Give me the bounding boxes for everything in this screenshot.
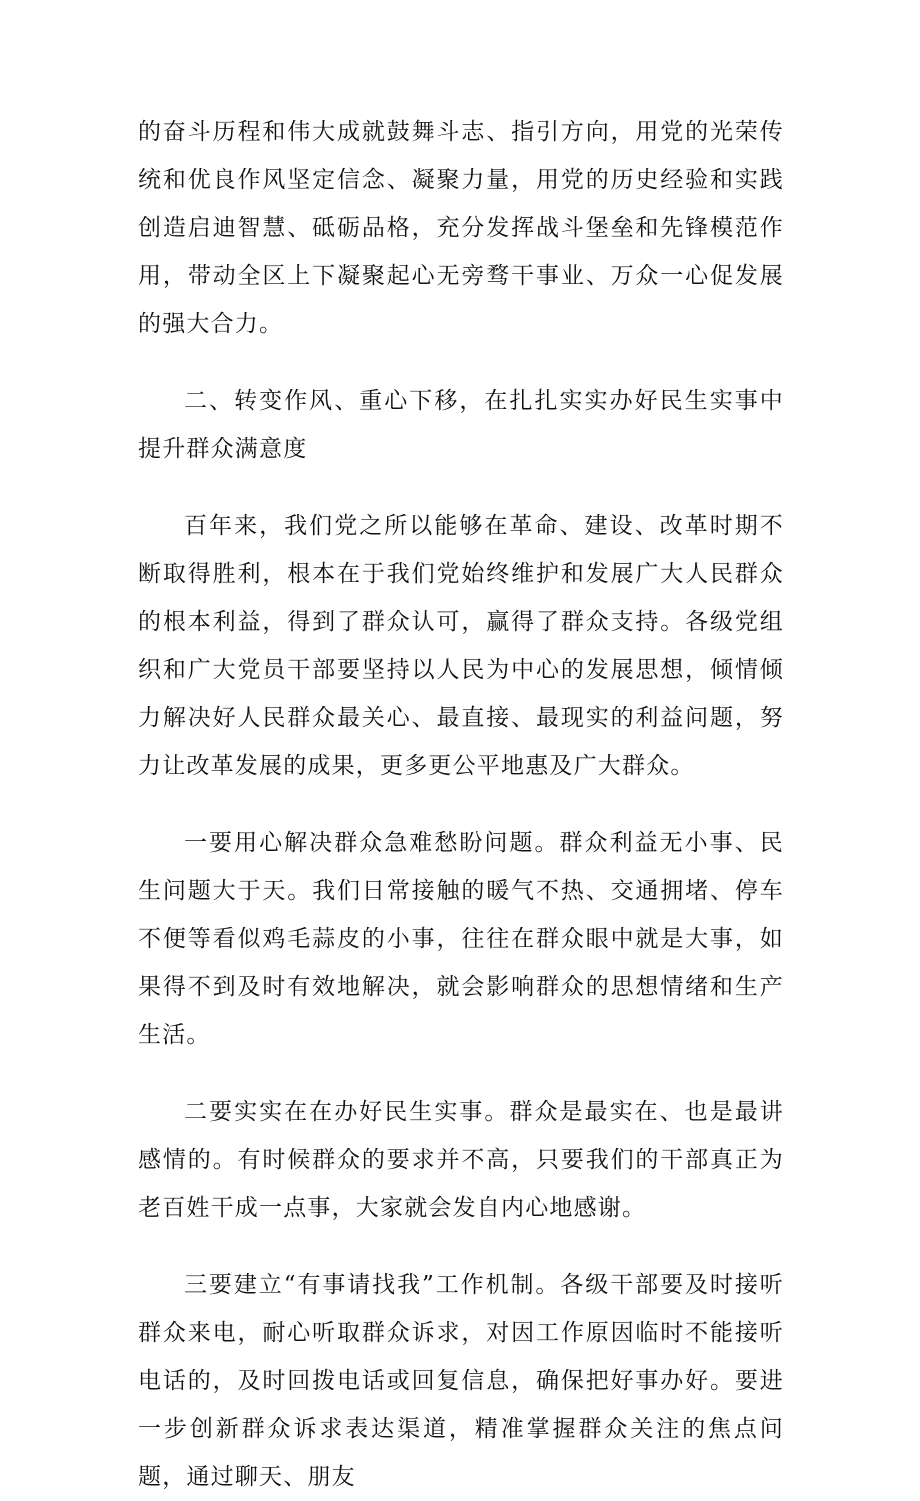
paragraph-continued: 的奋斗历程和伟大成就鼓舞斗志、指引方向，用党的光荣传统和优良作风坚定信念、凝聚力量，用党的历史经验和实践创造启迪智慧、砥砺品格，充分发挥战斗堡垒和先锋模范作用，带动全区上下凝聚起心无旁骛干事业、万众一心促发展的强大合力。 [138,119,784,337]
document-body [138,108,784,1501]
paragraph-point-one: 一要用心解决群众急难愁盼问题。群众利益无小事、民生问题大于天。我们日常接触的暖气不热、交通拥堵、停车不便等看似鸡毛蒜皮的小事，往往在群众眼中就是大事，如果得不到及时有效地解决，就会影响群众的思想情绪和生产生活。 [138,830,784,1048]
paragraph-point-two: 二要实实在在办好民生实事。群众是最实在、也是最讲感情的。有时候群众的要求并不高，只要我们的干部真正为老百姓干成一点事，大家就会发自内心地感谢。 [138,1099,784,1221]
section-heading: 二、转变作风、重心下移，在扎扎实实办好民生实事中提升群众满意度 [138,388,784,462]
paragraph-point-three: 三要建立“有事请找我”工作机制。各级干部要及时接听群众来电，耐心听取群众诉求，对因工作原因临时不能接听电话的，及时回拨电话或回复信息，确保把好事办好。要进一步创新群众诉求表达渠道，精准掌握群众关注的焦点问题，通过聊天、朋友 [138,1272,784,1490]
paragraph-intro: 百年来，我们党之所以能够在革命、建设、改革时期不断取得胜利，根本在于我们党始终维护和发展广大人民群众的根本利益，得到了群众认可，赢得了群众支持。各级党组织和广大党员干部要坚持以人民为中心的发展思想，倾情倾力解决好人民群众最关心、最直接、最现实的利益问题，努力让改革发展的成果，更多更公平地惠及广大群众。 [138,513,784,779]
